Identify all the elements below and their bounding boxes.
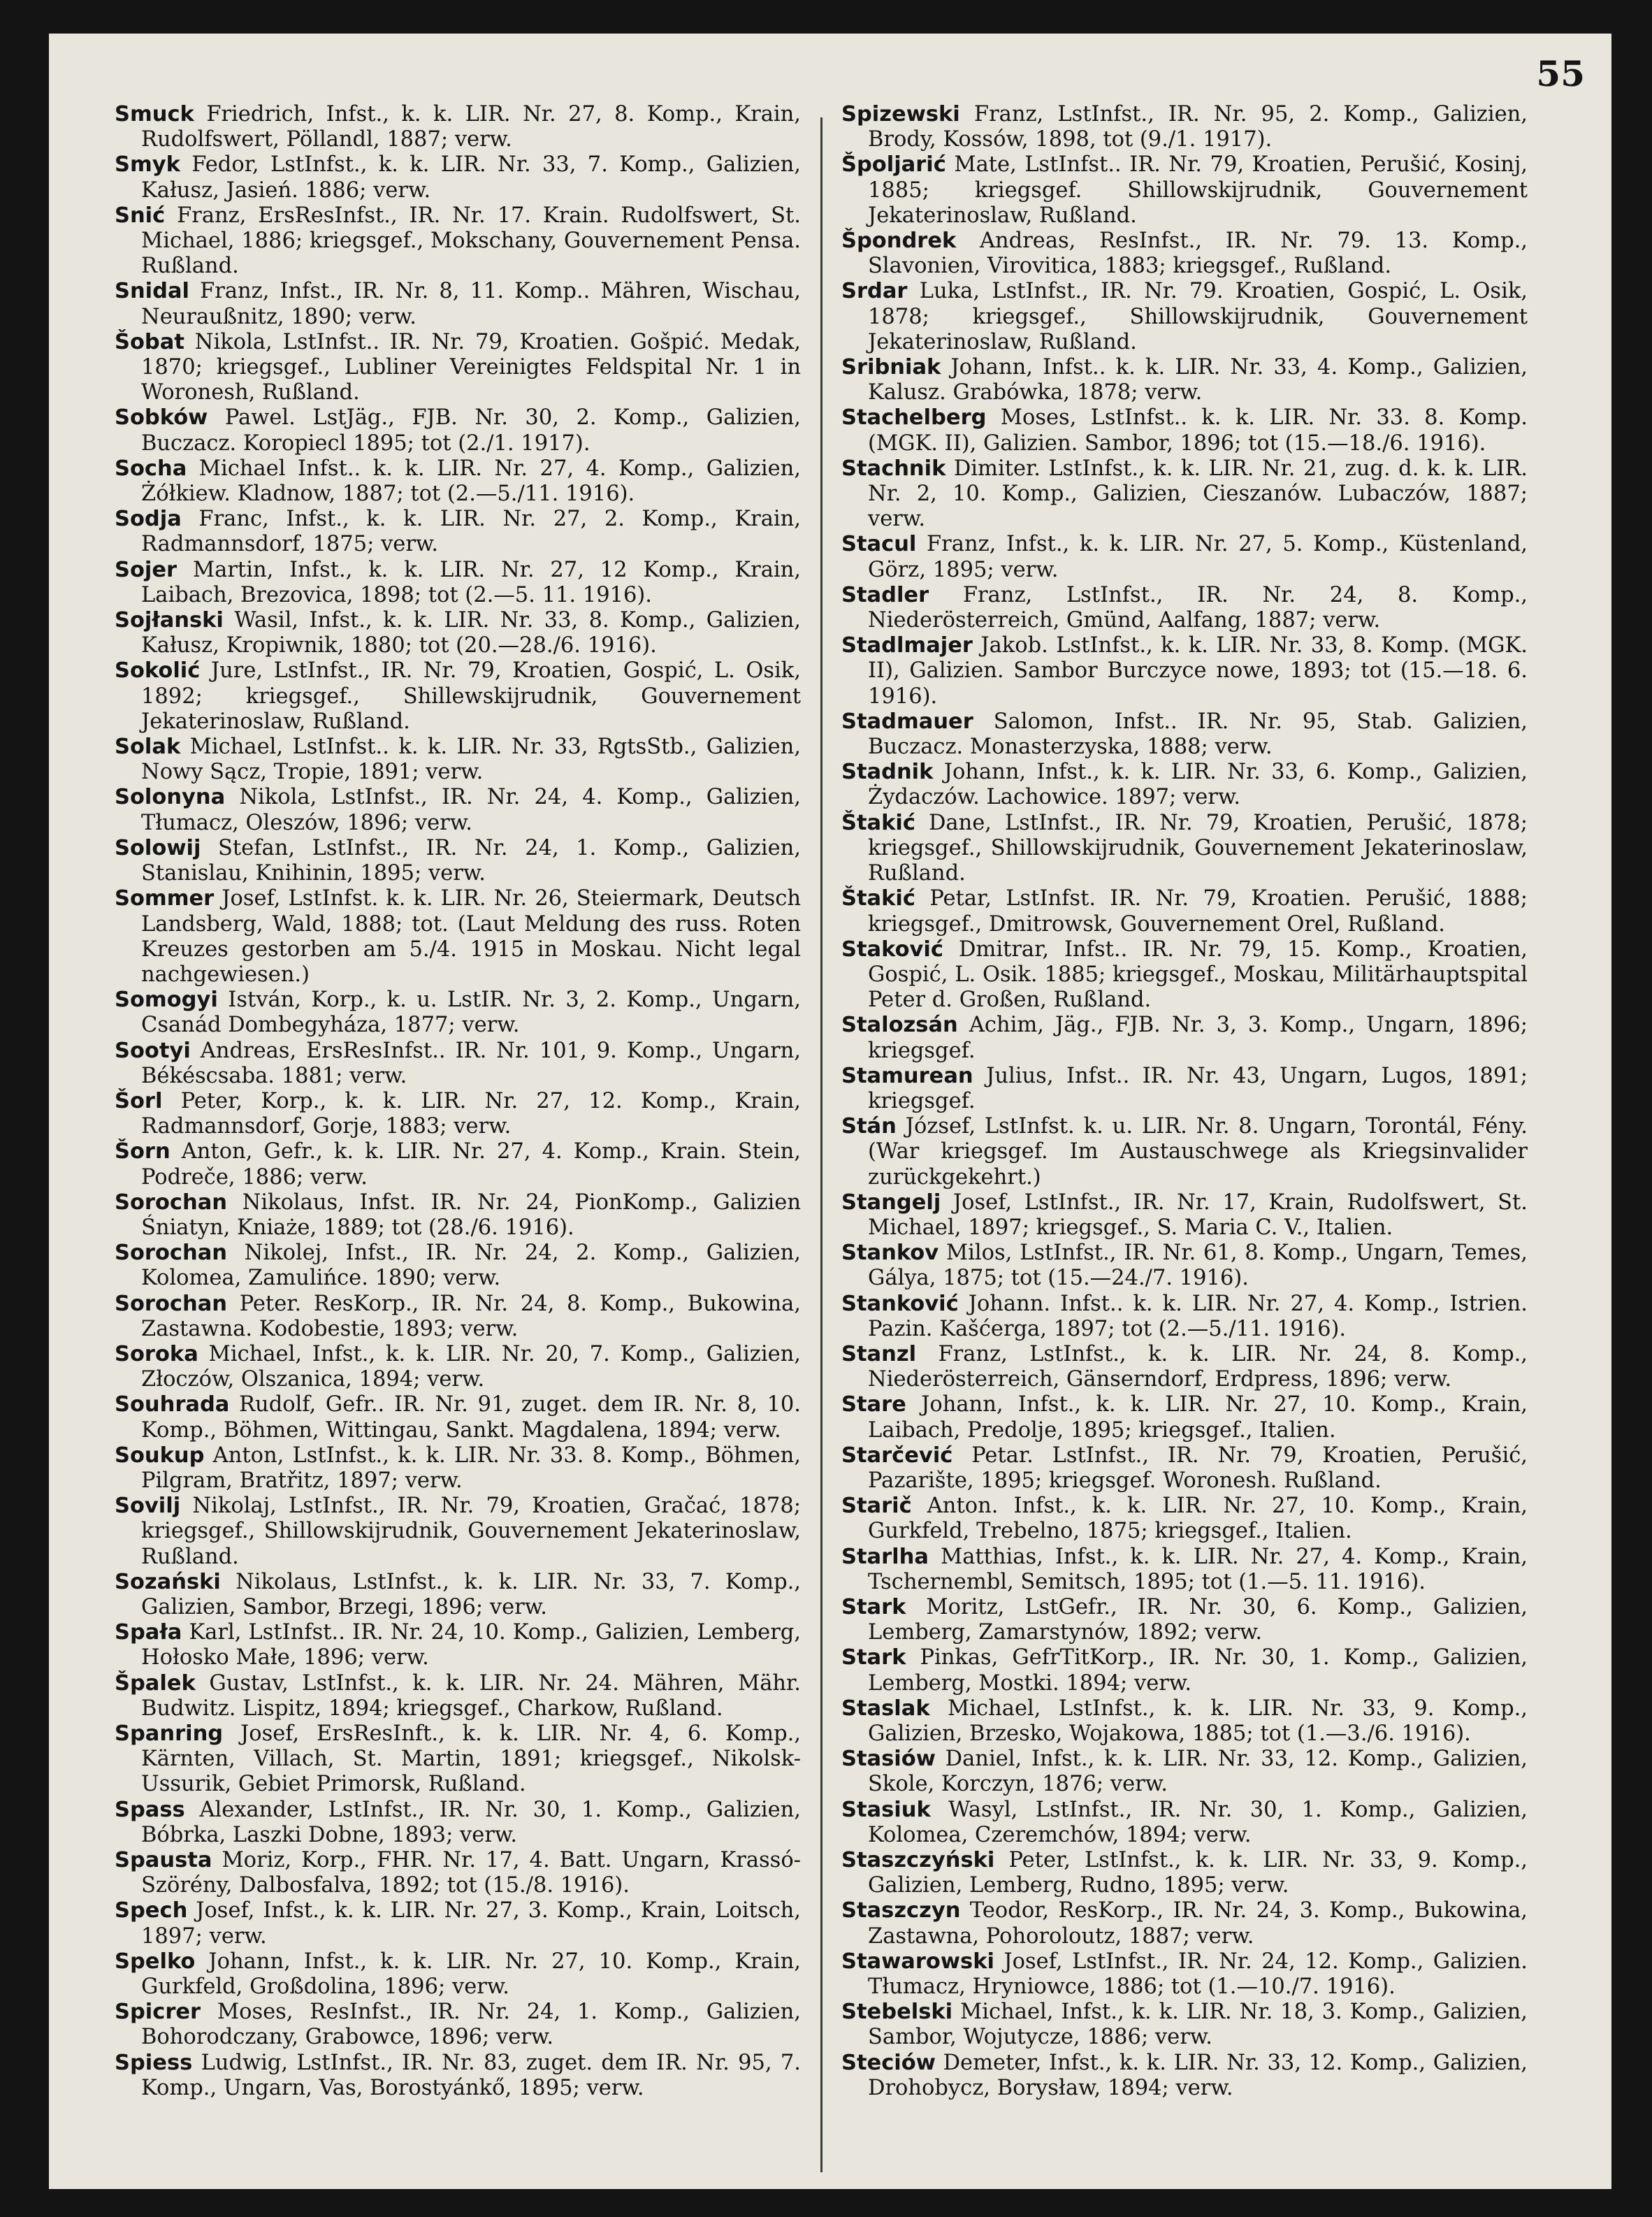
entry-surname: Socha xyxy=(115,456,187,481)
entry-surname: Stangelj xyxy=(841,1190,941,1215)
register-entry xyxy=(115,2000,801,2050)
entry-surname: Smyk xyxy=(115,152,180,178)
entry-details: Daniel, Infst., k. k. LIR. Nr. 33, 12. Komp., Galizien, Skole, Korczyn, 1876; verw. xyxy=(868,1747,1528,1797)
entry-details: Michael, LstInfst.. k. k. LIR. Nr. 33, RgtsStb., Galizien, Nowy Sącz, Tropie, 1891; verw. xyxy=(141,735,801,785)
entry-details: Josef, Infst., k. k. LIR. Nr. 27, 3. Komp., Krain, Loitsch, 1897; verw. xyxy=(141,1898,801,1949)
register-entry xyxy=(115,1848,801,1898)
register-entry xyxy=(115,1721,801,1798)
register-entry xyxy=(841,760,1528,810)
entry-surname: Špoljarić xyxy=(841,152,946,178)
entry-details: Michael Infst.. k. k. LIR. Nr. 27, 4. Komp., Galizien, Żółkiew. Kladnow, 1887; tot (2.—5./11. 1916). xyxy=(141,456,801,507)
entry-surname: Sribniak xyxy=(841,355,941,380)
entry-surname: Starič xyxy=(841,1494,912,1519)
register-entry xyxy=(841,1241,1528,1291)
entry-details: Michael, Infst., k. k. LIR. Nr. 18, 3. Komp., Galizien, Sambor, Wojutycze, 1886; verw. xyxy=(868,2000,1528,2050)
entry-surname: Šobat xyxy=(115,329,184,354)
entry-surname: Stark xyxy=(841,1645,906,1670)
entry-details: Josef, ErsResInft., k. k. LIR. Nr. 4, 6. Komp., Kärnten, Villach, St. Martin, 1891; kriegsgef., Nikolsk-Ussurik, Gebiet Primorsk, Rußland. xyxy=(141,1721,801,1797)
entry-surname: Stawarowski xyxy=(841,1949,994,1974)
entry-details: Peter, Korp., k. k. LIR. Nr. 27, 12. Komp., Krain, Radmannsdorf, Gorje, 1883; verw. xyxy=(141,1088,801,1139)
document-page xyxy=(49,34,1611,2189)
entry-surname: Sozański xyxy=(115,1569,221,1594)
register-entry xyxy=(841,1798,1528,1848)
entry-details: Dimiter. LstInfst., k. k. LIR. Nr. 21, zug. d. k. k. LIR. Nr. 2, 10. Komp., Galizien, Cieszanów. Lubaczów, 1887; verw. xyxy=(868,456,1528,532)
page-number: 55 xyxy=(1536,53,1585,94)
right-column xyxy=(841,102,1528,2101)
entry-details: István, Korp., k. u. LstIR. Nr. 3, 2. Komp., Ungarn, Csanád Dombegyháza, 1877; verw. xyxy=(141,988,801,1038)
entry-details: Petar. LstInfst., IR. Nr. 79, Kroatien, Perušić, Pazarište, 1895; kriegsgef. Woronesh. Rußland. xyxy=(868,1443,1528,1493)
entry-details: Andreas, ErsResInfst.. IR. Nr. 101, 9. Komp., Ungarn, Békéscsaba. 1881; verw. xyxy=(141,1038,801,1088)
entry-surname: Štakić xyxy=(841,886,915,911)
entry-details: Jure, LstInfst., IR. Nr. 79, Kroatien, Gospić, L. Osik, 1892; kriegsgef., Shillewskijrudnik, Gouvernement Jekaterinoslaw, Rußland. xyxy=(141,658,801,734)
register-entry xyxy=(115,1898,801,1949)
entry-surname: Staslak xyxy=(841,1696,930,1721)
entry-details: Karl, LstInfst.. IR. Nr. 24, 10. Komp., Galizien, Lemberg, Hołosko Małe, 1896; verw. xyxy=(141,1620,801,1670)
entry-surname: Stadnik xyxy=(841,760,934,785)
entry-surname: Staković xyxy=(841,937,943,962)
register-entry xyxy=(841,1190,1528,1241)
entry-surname: Somogyi xyxy=(115,988,218,1013)
register-entry xyxy=(115,1039,801,1089)
register-entry xyxy=(115,1089,801,1139)
register-entry xyxy=(841,152,1528,229)
entry-details: Franz, LstInfst., k. k. LIR. Nr. 24, 8. Komp., Niederösterreich, Gänserndorf, Erdpress, 1896; verw. xyxy=(868,1341,1528,1392)
register-entry xyxy=(115,330,801,406)
entry-details: Johann. Infst.. k. k. LIR. Nr. 27, 4. Komp., Istrien. Pazin. Kašćerga, 1897; tot (2.—5./11. 1916). xyxy=(868,1291,1528,1341)
entry-details: Mate, LstInfst.. IR. Nr. 79, Kroatien, Perušić, Kosinj, 1885; kriegsgef. Shillowskijrudnik, Gouvernement Jekaterinoslaw, Rußland. xyxy=(868,152,1528,228)
entry-details: Peter. ResKorp., IR. Nr. 24, 8. Komp., Bukowina, Zastawna. Kodobestie, 1893; verw. xyxy=(141,1291,801,1341)
entry-surname: Stebelski xyxy=(841,2000,953,2025)
entry-surname: Smuck xyxy=(115,102,194,127)
left-column xyxy=(115,102,801,2101)
entry-details: Moses, ResInfst., IR. Nr. 24, 1. Komp., Galizien, Bohorodczany, Grabowce, 1896; verw. xyxy=(141,2000,801,2050)
register-entry xyxy=(115,456,801,507)
entry-surname: Soukup xyxy=(115,1443,205,1468)
entry-details: Fedor, LstInfst., k. k. LIR. Nr. 33, 7. Komp., Galizien, Kałusz, Jasień. 1886; verw. xyxy=(141,152,801,203)
entry-details: Luka, LstInfst., IR. Nr. 79. Kroatien, Gospić, L. Osik, 1878; kriegsgef., Shillowskijrudnik, Gouvernement Jekaterinoslaw, Rußland. xyxy=(868,279,1528,354)
register-entry xyxy=(115,1494,801,1570)
entry-surname: Souhrada xyxy=(115,1392,230,1417)
register-entry xyxy=(115,1139,801,1190)
entry-details: Anton, LstInfst., k. k. LIR. Nr. 33. 8. Komp., Böhmen, Pilgram, Bratřitz, 1897; verw. xyxy=(141,1443,801,1493)
entry-surname: Spelko xyxy=(115,1949,196,1974)
entry-surname: Spausta xyxy=(115,1848,212,1873)
register-entry xyxy=(841,2000,1528,2050)
register-entry xyxy=(115,1392,801,1443)
entry-details: Nikola, LstInfst.. IR. Nr. 79, Kroatien. Gošpić. Medak, 1870; kriegsgef., Lubliner Vereinigtes Feldspital Nr. 1 in Woronesh, Rußland. xyxy=(141,329,801,405)
register-entry xyxy=(115,1949,801,2000)
entry-details: Moritz, LstGefr., IR. Nr. 30, 6. Komp., Galizien, Lemberg, Zamarstynów, 1892; verw. xyxy=(868,1594,1528,1645)
register-entry xyxy=(115,658,801,735)
register-entry xyxy=(841,1342,1528,1392)
entry-details: Friedrich, Infst., k. k. LIR. Nr. 27, 8. Komp., Krain, Rudolfswert, Pöllandl, 1887; verw. xyxy=(141,102,802,152)
entry-surname: Stark xyxy=(841,1594,906,1619)
register-entry xyxy=(115,1671,801,1721)
entry-details: Anton. Infst., k. k. LIR. Nr. 27, 10. Komp., Krain, Gurkfeld, Trebelno, 1875; kriegsgef., Italien. xyxy=(868,1494,1528,1544)
entry-details: Franz, LstInfst., IR. Nr. 24, 8. Komp., Niederösterreich, Gmünd, Aalfang, 1887; verw. xyxy=(868,582,1528,633)
entry-details: Julius, Infst.. IR. Nr. 43, Ungarn, Lugos, 1891; kriegsgef. xyxy=(868,1063,1528,1113)
entry-details: Dmitrar, Infst.. IR. Nr. 79, 15. Komp., Kroatien, Gospić, L. Osik. 1885; kriegsgef., Moskau, Militärhauptspital Peter d. Großen, Rußland. xyxy=(868,937,1528,1013)
register-entry xyxy=(115,1443,801,1494)
entry-details: Franz, Infst., IR. Nr. 8, 11. Komp.. Mähren, Wischau, Neuraußnitz, 1890; verw. xyxy=(141,279,801,329)
entry-surname: Špalek xyxy=(115,1670,196,1696)
entry-surname: Sojłanski xyxy=(115,608,224,633)
register-entry xyxy=(115,836,801,886)
entry-surname: Stadmauer xyxy=(841,709,973,734)
entry-details: Matthias, Infst., k. k. LIR. Nr. 27, 4. Komp., Krain, Tschernembl, Semitsch, 1895; tot (1.—5. 11. 1916). xyxy=(868,1544,1528,1594)
entry-details: Wasil, Infst., k. k. LIR. Nr. 33, 8. Komp., Galizien, Kałusz, Kropiwnik, 1880; tot (20.—28./6. 1916). xyxy=(141,608,801,658)
entry-details: József, LstInfst. k. u. LIR. Nr. 8. Ungarn, Torontál, Fény. (War kriegsgef. Im Austauschwege als Kriegsinvalider zurückgekehrt.) xyxy=(868,1114,1528,1190)
entry-details: Johann, Infst., k. k. LIR. Nr. 27, 10. Komp., Krain, Laibach, Predolje, 1895; kriegsgef., Italien. xyxy=(868,1392,1528,1443)
entry-details: Gustav, LstInfst., k. k. LIR. Nr. 24. Mähren, Mähr. Budwitz. Lispitz, 1894; kriegsgef., Charkow, Rußland. xyxy=(141,1670,801,1721)
entry-details: Pawel. LstJäg., FJB. Nr. 30, 2. Komp., Galizien, Buczacz. Koropiecl 1895; tot (2./1. 1917). xyxy=(141,405,801,456)
entry-surname: Sobków xyxy=(115,405,208,431)
entry-surname: Stankov xyxy=(841,1241,939,1266)
entry-details: Nikolej, Infst., IR. Nr. 24, 2. Komp., Galizien, Kolomea, Zamulińce. 1890; verw. xyxy=(141,1241,801,1291)
entry-details: Peter, LstInfst., k. k. LIR. Nr. 33, 9. Komp., Galizien, Lemberg, Rudno, 1895; verw. xyxy=(868,1848,1528,1898)
register-entry xyxy=(115,203,801,280)
register-entry xyxy=(115,507,801,557)
entry-details: Nikolaus, Infst. IR. Nr. 24, PionKomp., Galizien Śniatyn, Kniaże, 1889; tot (28./6. 1916). xyxy=(141,1190,801,1240)
entry-details: Milos, LstInfst., IR. Nr. 61, 8. Komp., Ungarn, Temes, Gálya, 1875; tot (15.—24./7. 1916). xyxy=(868,1241,1528,1291)
entry-surname: Stasiów xyxy=(841,1747,936,1772)
entry-surname: Špondrek xyxy=(841,229,957,254)
entry-surname: Sokolić xyxy=(115,658,201,684)
entry-details: Nikola, LstInfst., IR. Nr. 24, 4. Komp., Galizien, Tłumacz, Oleszów, 1896; verw. xyxy=(141,785,801,835)
entry-surname: Stanković xyxy=(841,1291,959,1316)
register-entry xyxy=(841,532,1528,582)
register-entry xyxy=(841,583,1528,633)
entry-surname: Spicrer xyxy=(115,2000,201,2025)
register-entry xyxy=(841,633,1528,709)
entry-surname: Snić xyxy=(115,203,166,228)
register-entry xyxy=(841,937,1528,1013)
entry-details: Johann, Infst., k. k. LIR. Nr. 33, 6. Komp., Galizien, Żydaczów. Lachowice. 1897; verw. xyxy=(868,760,1528,810)
register-entry xyxy=(841,1949,1528,2000)
entry-surname: Spass xyxy=(115,1797,185,1822)
entry-surname: Stare xyxy=(841,1392,906,1417)
entry-surname: Šorn xyxy=(115,1139,171,1164)
entry-surname: Soroka xyxy=(115,1341,198,1366)
entry-details: Dane, LstInfst., IR. Nr. 79, Kroatien, Perušić, 1878; kriegsgef., Shillowskijrudnik, Gouvernement Jekaterinoslaw, Rußland. xyxy=(868,810,1528,886)
entry-surname: Sovilj xyxy=(115,1494,181,1519)
entry-details: Rudolf, Gefr.. IR. Nr. 91, zuget. dem IR. Nr. 8, 10. Komp., Böhmen, Wittingau, Sankt. Magdalena, 1894; verw. xyxy=(141,1392,801,1443)
entry-surname: Sodja xyxy=(115,507,182,532)
entry-surname: Starčević xyxy=(841,1443,953,1468)
entry-details: Jakob. LstInfst., k. k. LIR. Nr. 33, 8. Komp. (MGK. II), Galizien. Sambor Burczyce nowe, 1893; tot (15.—18. 6. 1916). xyxy=(868,633,1528,709)
entry-details: Petar, LstInfst. IR. Nr. 79, Kroatien. Perušić, 1888; kriegsgef., Dmitrowsk, Gouvernement Orel, Rußland. xyxy=(868,886,1528,937)
register-entry xyxy=(841,405,1528,456)
register-entry xyxy=(841,1595,1528,1645)
register-entry xyxy=(115,886,801,988)
register-entry xyxy=(115,735,801,785)
entry-surname: Stasiuk xyxy=(841,1797,931,1822)
entry-surname: Spanring xyxy=(115,1721,224,1746)
entry-details: Andreas, ResInfst., IR. Nr. 79. 13. Komp., Slavonien, Virovitica, 1883; kriegsgef., Rußland. xyxy=(868,229,1528,279)
entry-surname: Stalozsán xyxy=(841,1013,958,1038)
register-entry xyxy=(841,279,1528,355)
entry-details: Franc, Infst., k. k. LIR. Nr. 27, 2. Komp., Krain, Radmannsdorf, 1875; verw. xyxy=(141,507,801,557)
column-divider xyxy=(820,117,823,2172)
register-entry xyxy=(841,811,1528,887)
entry-details: Michael, Infst., k. k. LIR. Nr. 20, 7. Komp., Galizien, Złoczów, Olszanica, 1894; verw. xyxy=(141,1341,801,1392)
entry-surname: Stanzl xyxy=(841,1341,917,1366)
register-entry xyxy=(115,279,801,329)
entry-surname: Stacul xyxy=(841,532,917,557)
entry-details: Michael, LstInfst., k. k. LIR. Nr. 33, 9. Komp., Galizien, Brzesko, Wojakowa, 1885; tot (1.—3./6. 1916). xyxy=(868,1696,1528,1746)
entry-details: Johann, Infst.. k. k. LIR. Nr. 33, 4. Komp., Galizien, Kalusz. Grabówka, 1878; verw. xyxy=(868,355,1528,405)
register-entry xyxy=(841,1013,1528,1063)
register-entry xyxy=(115,405,801,456)
entry-details: Josef, LstInfst., IR. Nr. 24, 12. Komp., Galizien. Tłumacz, Hryniowce, 1886; tot (1.—10./7. 1916). xyxy=(868,1949,1528,2000)
register-entry xyxy=(841,1064,1528,1114)
entry-details: Salomon, Infst.. IR. Nr. 95, Stab. Galizien, Buczacz. Monasterzyska, 1888; verw. xyxy=(868,709,1528,760)
entry-surname: Steciów xyxy=(841,2050,936,2075)
register-entry xyxy=(841,229,1528,279)
entry-surname: Snidal xyxy=(115,279,190,304)
register-entry xyxy=(841,1392,1528,1443)
register-entry xyxy=(841,2051,1528,2101)
entry-details: Demeter, Infst., k. k. LIR. Nr. 33, 12. Komp., Galizien, Drohobycz, Borysław, 1894; verw. xyxy=(868,2050,1528,2100)
entry-surname: Srdar xyxy=(841,279,908,304)
entry-details: Ludwig, LstInfst., IR. Nr. 83, zuget. dem IR. Nr. 95, 7. Komp., Ungarn, Vas, Borostyánkő, 1895; verw. xyxy=(141,2050,801,2100)
entry-surname: Staszczyński xyxy=(841,1848,995,1873)
entry-surname: Starlha xyxy=(841,1544,929,1569)
entry-surname: Stán xyxy=(841,1114,897,1139)
register-entry xyxy=(841,1494,1528,1544)
register-entry xyxy=(115,1570,801,1620)
entry-surname: Solonyna xyxy=(115,785,226,810)
register-entry xyxy=(841,1292,1528,1342)
register-entry xyxy=(841,1545,1528,1595)
register-entry xyxy=(115,152,801,203)
register-entry xyxy=(841,102,1528,152)
entry-surname: Stadler xyxy=(841,582,929,607)
entry-surname: Sorochan xyxy=(115,1291,228,1316)
register-entry xyxy=(841,1747,1528,1797)
register-entry xyxy=(115,1292,801,1342)
entry-details: Johann, Infst., k. k. LIR. Nr. 27, 10. Komp., Krain, Gurkfeld, Großdolina, 1896; verw. xyxy=(141,1949,801,2000)
register-entry xyxy=(115,1190,801,1241)
register-entry xyxy=(115,1342,801,1392)
entry-details: Franz, LstInfst., IR. Nr. 95, 2. Komp., Galizien, Brody, Kossów, 1898, tot (9./1. 1917). xyxy=(868,102,1528,152)
entry-details: Teodor, ResKorp., IR. Nr. 24, 3. Komp., Bukowina, Zastawna, Pohoroloutz, 1887; verw. xyxy=(868,1898,1528,1949)
entry-surname: Stachelberg xyxy=(841,405,987,431)
register-entry xyxy=(115,1241,801,1291)
register-entry xyxy=(841,1645,1528,1696)
entry-surname: Sojer xyxy=(115,557,177,582)
register-entry xyxy=(115,785,801,835)
entry-details: Josef, LstInfst. k. k. LIR. Nr. 26, Steiermark, Deutsch Landsberg, Wald, 1888; tot. (Laut Meldung des russ. Roten Kreuzes gestorben am 5./4. 1915 in Moskau. Nicht legal nachgewiesen.) xyxy=(141,886,802,987)
register-entry xyxy=(115,1620,801,1670)
entry-details: Josef, LstInfst., IR. Nr. 17, Krain, Rudolfswert, St. Michael, 1897; kriegsgef., S. Maria C. V., Italien. xyxy=(868,1190,1528,1240)
register-entry xyxy=(115,608,801,658)
entry-surname: Spiess xyxy=(115,2050,193,2075)
register-entry xyxy=(841,355,1528,405)
entry-details: Pinkas, GefrTitKorp., IR. Nr. 30, 1. Komp., Galizien, Lemberg, Mostki. 1894; verw. xyxy=(868,1645,1528,1696)
entry-surname: Stamurean xyxy=(841,1063,973,1088)
entry-surname: Sorochan xyxy=(115,1241,228,1266)
entry-surname: Stachnik xyxy=(841,456,946,481)
entry-details: Anton, Gefr., k. k. LIR. Nr. 27, 4. Komp., Krain. Stein, Podreče, 1886; verw. xyxy=(141,1139,801,1190)
entry-surname: Staszczyn xyxy=(841,1898,961,1923)
entry-details: Achim, Jäg., FJB. Nr. 3, 3. Komp., Ungarn, 1896; kriegsgef. xyxy=(868,1013,1528,1063)
entry-details: Moriz, Korp., FHR. Nr. 17, 4. Batt. Ungarn, Krassó-Szörény, Dalbosfalva, 1892; tot (15./8. 1916). xyxy=(141,1848,801,1898)
entry-surname: Sommer xyxy=(115,886,215,911)
register-entry xyxy=(115,558,801,608)
entry-details: Franz, Infst., k. k. LIR. Nr. 27, 5. Komp., Küstenland, Görz, 1895; verw. xyxy=(868,532,1528,582)
register-entry xyxy=(841,1898,1528,1949)
entry-surname: Spizewski xyxy=(841,102,960,127)
entry-surname: Štakić xyxy=(841,810,915,835)
register-entry xyxy=(841,886,1528,937)
entry-surname: Stadlmajer xyxy=(841,633,973,658)
entry-details: Alexander, LstInfst., IR. Nr. 30, 1. Komp., Galizien, Bóbrka, Laszki Dobne, 1893; verw. xyxy=(141,1797,801,1847)
entry-details: Nikolaus, LstInfst., k. k. LIR. Nr. 33, 7. Komp., Galizien, Sambor, Brzegi, 1896; verw. xyxy=(141,1569,801,1619)
register-entry xyxy=(841,1114,1528,1190)
entry-surname: Sorochan xyxy=(115,1190,228,1215)
register-entry xyxy=(841,456,1528,533)
register-entry xyxy=(115,102,801,152)
register-entry xyxy=(841,1696,1528,1747)
entry-details: Stefan, LstInfst., IR. Nr. 24, 1. Komp., Galizien, Stanislau, Knihinin, 1895; verw. xyxy=(141,835,801,886)
entry-details: Martin, Infst., k. k. LIR. Nr. 27, 12 Komp., Krain, Laibach, Brezovica, 1898; tot (2.—5. 11. 1916). xyxy=(141,557,801,607)
entry-details: Moses, LstInfst.. k. k. LIR. Nr. 33. 8. Komp. (MGK. II), Galizien. Sambor, 1896; tot (15.—18./6. 1916). xyxy=(868,405,1528,456)
entry-details: Wasyl, LstInfst., IR. Nr. 30, 1. Komp., Galizien, Kolomea, Czeremchów, 1894; verw. xyxy=(868,1797,1528,1847)
entry-surname: Solak xyxy=(115,735,181,760)
register-entry xyxy=(841,1848,1528,1898)
register-entry xyxy=(115,2051,801,2101)
register-entry xyxy=(841,709,1528,760)
register-entry xyxy=(115,988,801,1038)
register-entry xyxy=(115,1798,801,1848)
entry-surname: Šorl xyxy=(115,1088,163,1113)
entry-details: Franz, ErsResInfst., IR. Nr. 17. Krain. Rudolfswert, St. Michael, 1886; kriegsgef., Mokschany, Gouvernement Pensa. Rußland. xyxy=(141,203,801,279)
entry-surname: Spech xyxy=(115,1898,188,1923)
entry-surname: Spała xyxy=(115,1620,182,1645)
entry-surname: Solowij xyxy=(115,835,201,860)
entry-details: Nikolaj, LstInfst., IR. Nr. 79, Kroatien, Gračać, 1878; kriegsgef., Shillowskijrudnik, Gouvernement Jekaterinoslaw, Rußland. xyxy=(141,1494,801,1569)
register-entry xyxy=(841,1443,1528,1494)
entry-surname: Sootyi xyxy=(115,1038,191,1063)
